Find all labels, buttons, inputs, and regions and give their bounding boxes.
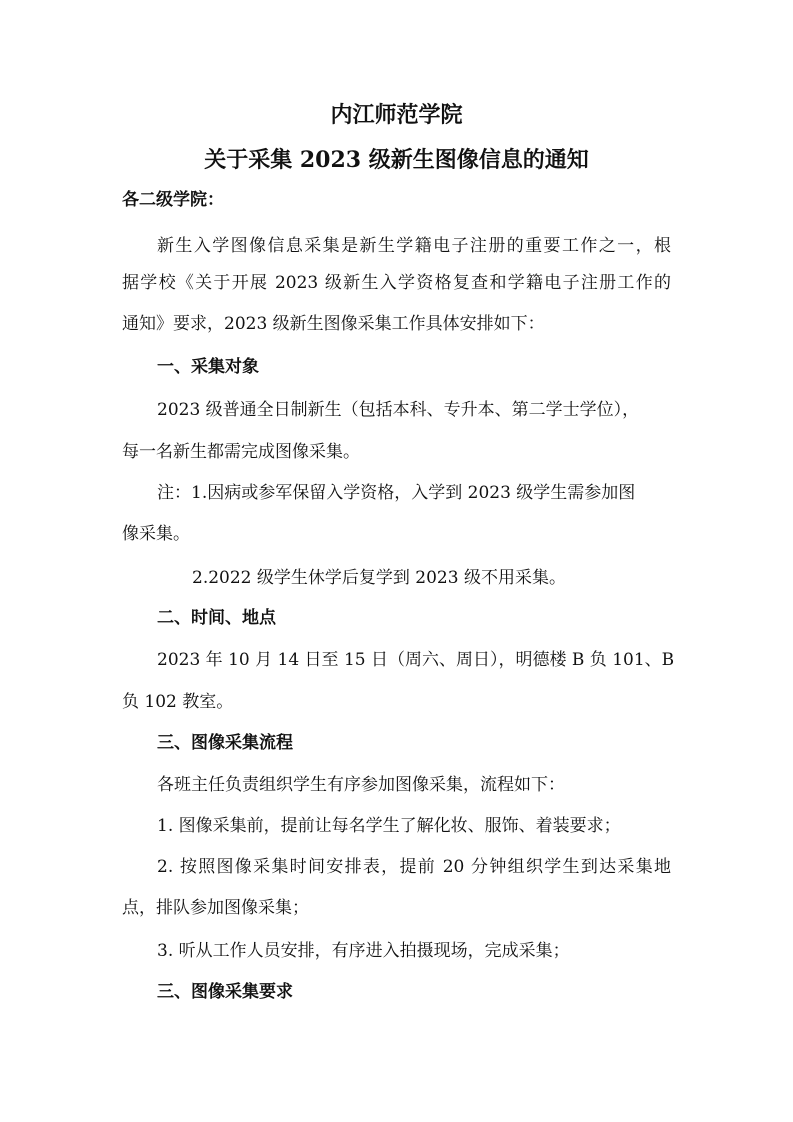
targets-paragraph-line-1: 2023 级普通全日制新生（包括本科、专升本、第二学士学位），	[157, 400, 640, 420]
process-intro: 各班主任负责组织学生有序参加图像采集，流程如下：	[157, 775, 565, 795]
section-heading-targets: 一、采集对象	[157, 357, 259, 377]
time-place-line-1: 2023 年 10 月 14 日至 15 日（周六、周日），明德楼 B 负 101、B	[157, 650, 675, 670]
section-heading-time-place: 二、时间、地点	[157, 608, 276, 628]
process-step-3: 3. 听从工作人员安排，有序进入拍摄现场，完成采集；	[157, 941, 570, 961]
process-step-2-line-2: 点，排队参加图像采集；	[122, 898, 309, 918]
note-2: 2.2022 级学生休学后复学到 2023 级不用采集。	[192, 568, 566, 588]
targets-paragraph-line-2: 每一名新生都需完成图像采集。	[122, 442, 360, 462]
section-heading-process: 三、图像采集流程	[157, 733, 293, 753]
document-title-notice: 关于采集 2023 级新生图像信息的通知	[204, 147, 589, 173]
note-1-line-1: 注：1.因病或参军保留入学资格，入学到 2023 级学生需参加图	[157, 483, 636, 503]
section-heading-requirements: 三、图像采集要求	[157, 982, 293, 1002]
note-1-line-2: 像采集。	[122, 524, 190, 544]
intro-paragraph-line-2: 据学校《关于开展 2023 级新生入学资格复查和学籍电子注册工作的	[122, 273, 671, 293]
salutation: 各二级学院：	[122, 190, 224, 210]
process-step-1: 1. 图像采集前，提前让每名学生了解化妆、服饰、着装要求；	[157, 816, 621, 836]
intro-paragraph-line-3: 通知》要求，2023 级新生图像采集工作具体安排如下：	[122, 314, 545, 334]
intro-paragraph-line-1: 新生入学图像信息采集是新生学籍电子注册的重要工作之一，根	[157, 236, 671, 256]
time-place-line-2: 负 102 教室。	[122, 692, 234, 712]
document-title-institution: 内江师范学院	[330, 102, 463, 128]
process-step-2-line-1: 2. 按照图像采集时间安排表，提前 20 分钟组织学生到达采集地	[157, 857, 671, 877]
